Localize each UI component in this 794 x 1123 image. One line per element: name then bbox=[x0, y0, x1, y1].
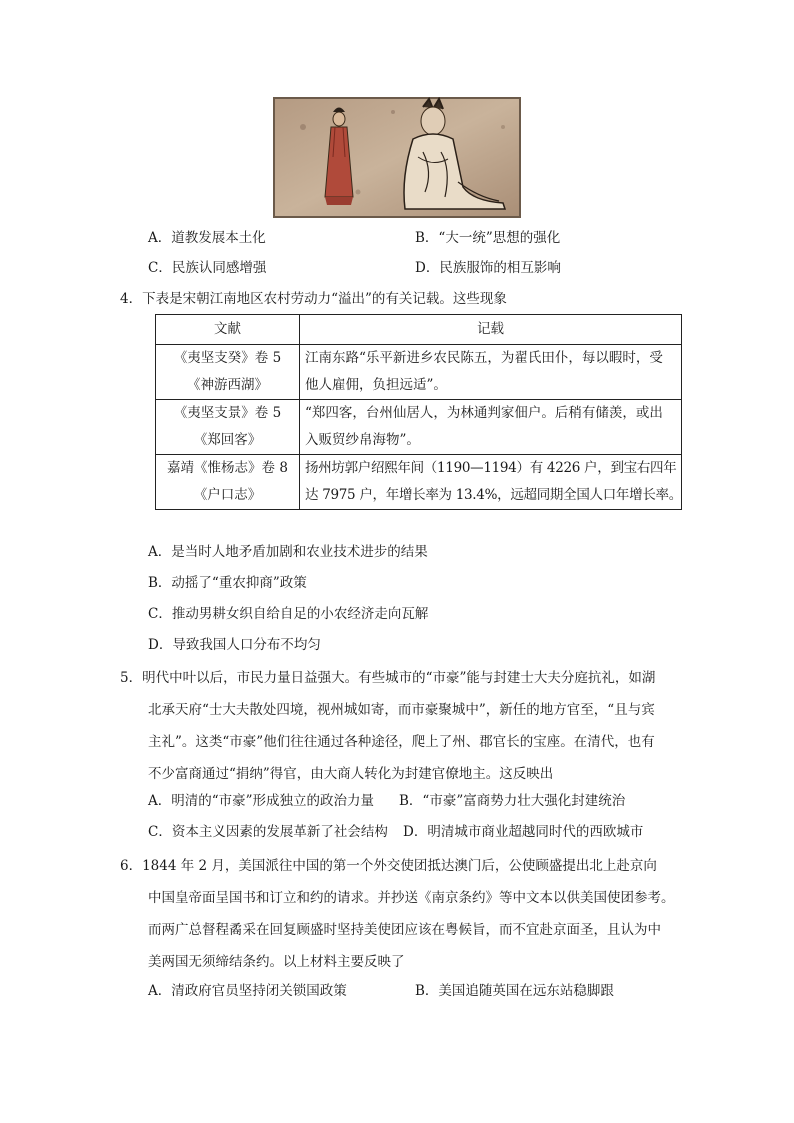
q5-stem-line-4: 不少富商通过“捐纳”得官，由大商人转化为封建官僚地主。这反映出 bbox=[148, 766, 554, 782]
q4-stem: 4．下表是宋朝江南地区农村劳动力“溢出”的有关记载。这些现象 bbox=[120, 291, 507, 307]
q3-option-c: C．民族认同感增强 bbox=[148, 260, 267, 276]
q3-option-d: D．民族服饰的相互影响 bbox=[415, 260, 561, 276]
table-cell-record: 扬州坊郭户绍熙年间（1190—1194）有 4226 户，到宝右四年 达 7975 户，年增长率为 13.4%，远超同期全国人口年增长率。 bbox=[300, 455, 682, 510]
table-header-row bbox=[156, 315, 682, 345]
mural-painting-image bbox=[273, 97, 521, 218]
q6-stem-line-3: 而两广总督程矞采在回复顾盛时坚持美使团应该在粤候旨，而不宜赴京面圣，且认为中 bbox=[148, 922, 661, 938]
q3-option-b: B．“大一统”思想的强化 bbox=[415, 230, 561, 246]
q3-option-a: A．道教发展本土化 bbox=[148, 230, 266, 246]
table-row bbox=[156, 345, 682, 400]
table-header-source: 文献 bbox=[156, 315, 300, 345]
table-cell-source: 嘉靖《惟杨志》卷 8 《户口志》 bbox=[156, 455, 300, 510]
q4-record-table bbox=[155, 314, 682, 510]
q5-option-d: D．明清城市商业超越同时代的西欧城市 bbox=[403, 824, 644, 840]
q5-stem-line-1: 5．明代中叶以后，市民力量日益强大。有些城市的“市豪”能与封建士大夫分庭抗礼，如湖 bbox=[120, 670, 656, 686]
q6-stem-line-1: 6．1844 年 2 月，美国派往中国的第一个外交使团抵达澳门后，公使顾盛提出北上赴京向 bbox=[120, 858, 657, 874]
q6-stem-line-4: 美两国无须缔结条约。以上材料主要反映了 bbox=[148, 954, 405, 970]
q6-stem-line-2: 中国皇帝面呈国书和订立和约的请求。并抄送《南京条约》等中文本以供美国使团参考。 bbox=[148, 890, 675, 906]
q5-option-a: A．明清的“市豪”形成独立的政治力量 bbox=[148, 793, 375, 809]
q4-option-c: C．推动男耕女织自给自足的小农经济走向瓦解 bbox=[148, 606, 429, 622]
q4-option-a: A．是当时人地矛盾加剧和农业技术进步的结果 bbox=[148, 544, 428, 560]
table-cell-source: 《夷坚支癸》卷 5 《神游西湖》 bbox=[156, 345, 300, 400]
q4-option-b: B．动摇了“重农抑商”政策 bbox=[148, 575, 307, 591]
table-cell-record: 江南东路“乐平新进乡农民陈五，为翟氏田仆，每以暇时，受 他人雇佣，负担远适”。 bbox=[300, 345, 682, 400]
q5-option-c: C．资本主义因素的发展革新了社会结构 bbox=[148, 824, 388, 840]
q4-option-d: D．导致我国人口分布不均匀 bbox=[148, 637, 321, 653]
table-cell-record: “郑四客，台州仙居人，为林通判家佃户。后稍有储羡，或出 入贩贸纱帛海物”。 bbox=[300, 400, 682, 455]
table-header-record: 记载 bbox=[300, 315, 682, 345]
table-cell-source: 《夷坚支景》卷 5 《郑回客》 bbox=[156, 400, 300, 455]
q6-option-a: A．清政府官员坚持闭关锁国政策 bbox=[148, 983, 347, 999]
table-row bbox=[156, 455, 682, 510]
q5-option-b: B．“市豪”富商势力壮大强化封建统治 bbox=[399, 793, 626, 809]
table-row bbox=[156, 400, 682, 455]
q6-option-b: B．美国追随英国在远东站稳脚跟 bbox=[415, 983, 614, 999]
q5-stem-line-2: 北承天府“士大夫散处四境，视州城如寄，而市豪聚城中”，新任的地方官至，“且与宾 bbox=[148, 702, 655, 718]
q5-stem-line-3: 主礼”。这类“市豪”他们往往通过各种途径，爬上了州、郡官长的宝座。在清代，也有 bbox=[148, 734, 655, 750]
